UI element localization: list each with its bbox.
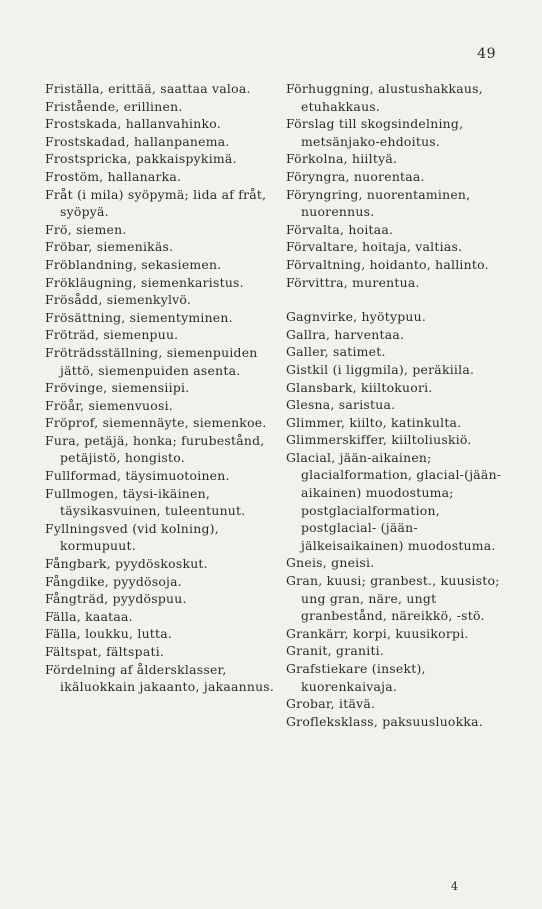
dictionary-entry: Gneis, gneisi. [286, 555, 375, 571]
dictionary-entry: Förkolna, hiiltyä. [286, 151, 398, 167]
dictionary-entry: Galler, satimet. [286, 344, 386, 360]
dictionary-entry: Fullmogen, täysi-ikäinen, täysikasvuinen, tuleentunut. [45, 485, 246, 519]
dictionary-entry: Grobar, itävä. [286, 696, 376, 712]
dictionary-entry: Fura, petäjä, honka; furubestånd, petäjistö, hongisto. [45, 432, 265, 466]
dictionary-entry: Förvaltare, hoitaja, valtias. [286, 239, 463, 255]
left-column [45, 80, 283, 696]
dictionary-entry: Fyllningsved (vid kolning), kormupuut. [45, 520, 219, 554]
dictionary-entry: Förslag till skogsindelning, metsänjako-ehdoitus. [286, 116, 464, 149]
dictionary-entry: Fälla, loukku, lutta. [45, 626, 173, 642]
dictionary-entry: Frökläugning, siemenkaristus. [45, 274, 244, 290]
dictionary-entry: Frostskada, hallanvahinko. [45, 116, 221, 132]
dictionary-entry: Förhuggning, alustushakkaus, etuhakkaus. [286, 81, 483, 114]
dictionary-entry: Föryngring, nuorentaminen, nuorennus. [286, 186, 471, 220]
dictionary-entry: Glimmer, kiilto, katinkulta. [286, 414, 462, 430]
dictionary-entry: Gran, kuusi; granbest., kuusisto; ung gran, näre, ungt granbestånd, näreikkö, -stö. [286, 573, 500, 624]
dictionary-entry: Fröår, siemenvuosi. [45, 397, 173, 413]
signature-mark: 4 [451, 880, 458, 893]
dictionary-entry: Fröträd, siemenpuu. [45, 327, 179, 343]
right-column [286, 80, 512, 730]
dictionary-entry: Fråt (i mila) syöpymä; lida af fråt, syöpyä. [45, 186, 267, 220]
dictionary-entry: Frostskadad, hallanpanema. [45, 133, 230, 149]
dictionary-entry: Fröträdsställning, siemenpuiden jättö, siemenpuiden asenta. [45, 344, 258, 378]
dictionary-entry: Grofleksklass, paksuusluokka. [286, 713, 483, 729]
dictionary-entry: Fristående, erillinen. [45, 98, 183, 114]
dictionary-entry: Gallra, harventaa. [286, 326, 405, 342]
dictionary-entry: Frostspricka, pakkaispykimä. [45, 151, 237, 167]
dictionary-entry: Fröblandning, sekasiemen. [45, 256, 222, 272]
dictionary-entry: Fröprof, siemennäyte, siemenkoe. [45, 415, 267, 431]
dictionary-entry: Gagnvirke, hyötypuu. [286, 309, 427, 325]
dictionary-entry: Föryngra, nuorentaa. [286, 168, 425, 184]
dictionary-entry: Fångträd, pyydöspuu. [45, 591, 187, 607]
dictionary-entry: Glacial, jään-aikainen; glacialformation, glacial-(jään-aikainen) muodostuma; postglacialformation, postglacial- (jään-jälkeisaikainen) muodostuma. [286, 449, 502, 553]
dictionary-entry: Fältspat, fältspati. [45, 644, 165, 659]
dictionary-entry: Fångbark, pyydöskoskut. [45, 556, 208, 572]
dictionary-entry: Gistkil (i liggmila), peräkiila. [286, 361, 475, 377]
dictionary-entry: Fullformad, täysimuotoinen. [45, 468, 230, 484]
dictionary-entry: Glansbark, kiiltokuori. [286, 379, 433, 395]
dictionary-entry: Förvittra, murentua. [286, 274, 420, 290]
dictionary-entry: Fördelning af åldersklasser, ikäluokkain jakaanto, jakaannus. [45, 661, 275, 695]
dictionary-entry: Glimmerskiffer, kiiltoliuskiö. [286, 432, 472, 448]
dictionary-entry: Grankärr, korpi, kuusikorpi. [286, 625, 469, 641]
dictionary-entry: Granit, graniti. [286, 643, 385, 659]
dictionary-entry: Frövinge, siemensiipi. [45, 380, 190, 396]
dictionary-entry: Förvalta, hoitaa. [286, 221, 394, 237]
dictionary-entry: Frösådd, siemenkylvö. [45, 292, 192, 308]
dictionary-entry: Glesna, saristua. [286, 397, 396, 413]
dictionary-entry: Friställa, erittää, saattaa valoa. [45, 81, 251, 96]
dictionary-entry: Grafstiekare (insekt), kuorenkaivaja. [286, 661, 426, 694]
dictionary-entry: Frostöm, hallanarka. [45, 168, 182, 184]
dictionary-entry: Förvaltning, hoidanto, hallinto. [286, 256, 489, 272]
dictionary-entry: Fröbar, siemenikäs. [45, 239, 174, 255]
dictionary-entry: Fälla, kaataa. [45, 608, 133, 624]
dictionary-entry: Fångdike, pyydösoja. [45, 573, 182, 589]
dictionary-entry: Frö, siemen. [45, 221, 127, 237]
dictionary-entry: Frösättning, siementyminen. [45, 309, 233, 325]
page-number: 49 [477, 46, 496, 62]
